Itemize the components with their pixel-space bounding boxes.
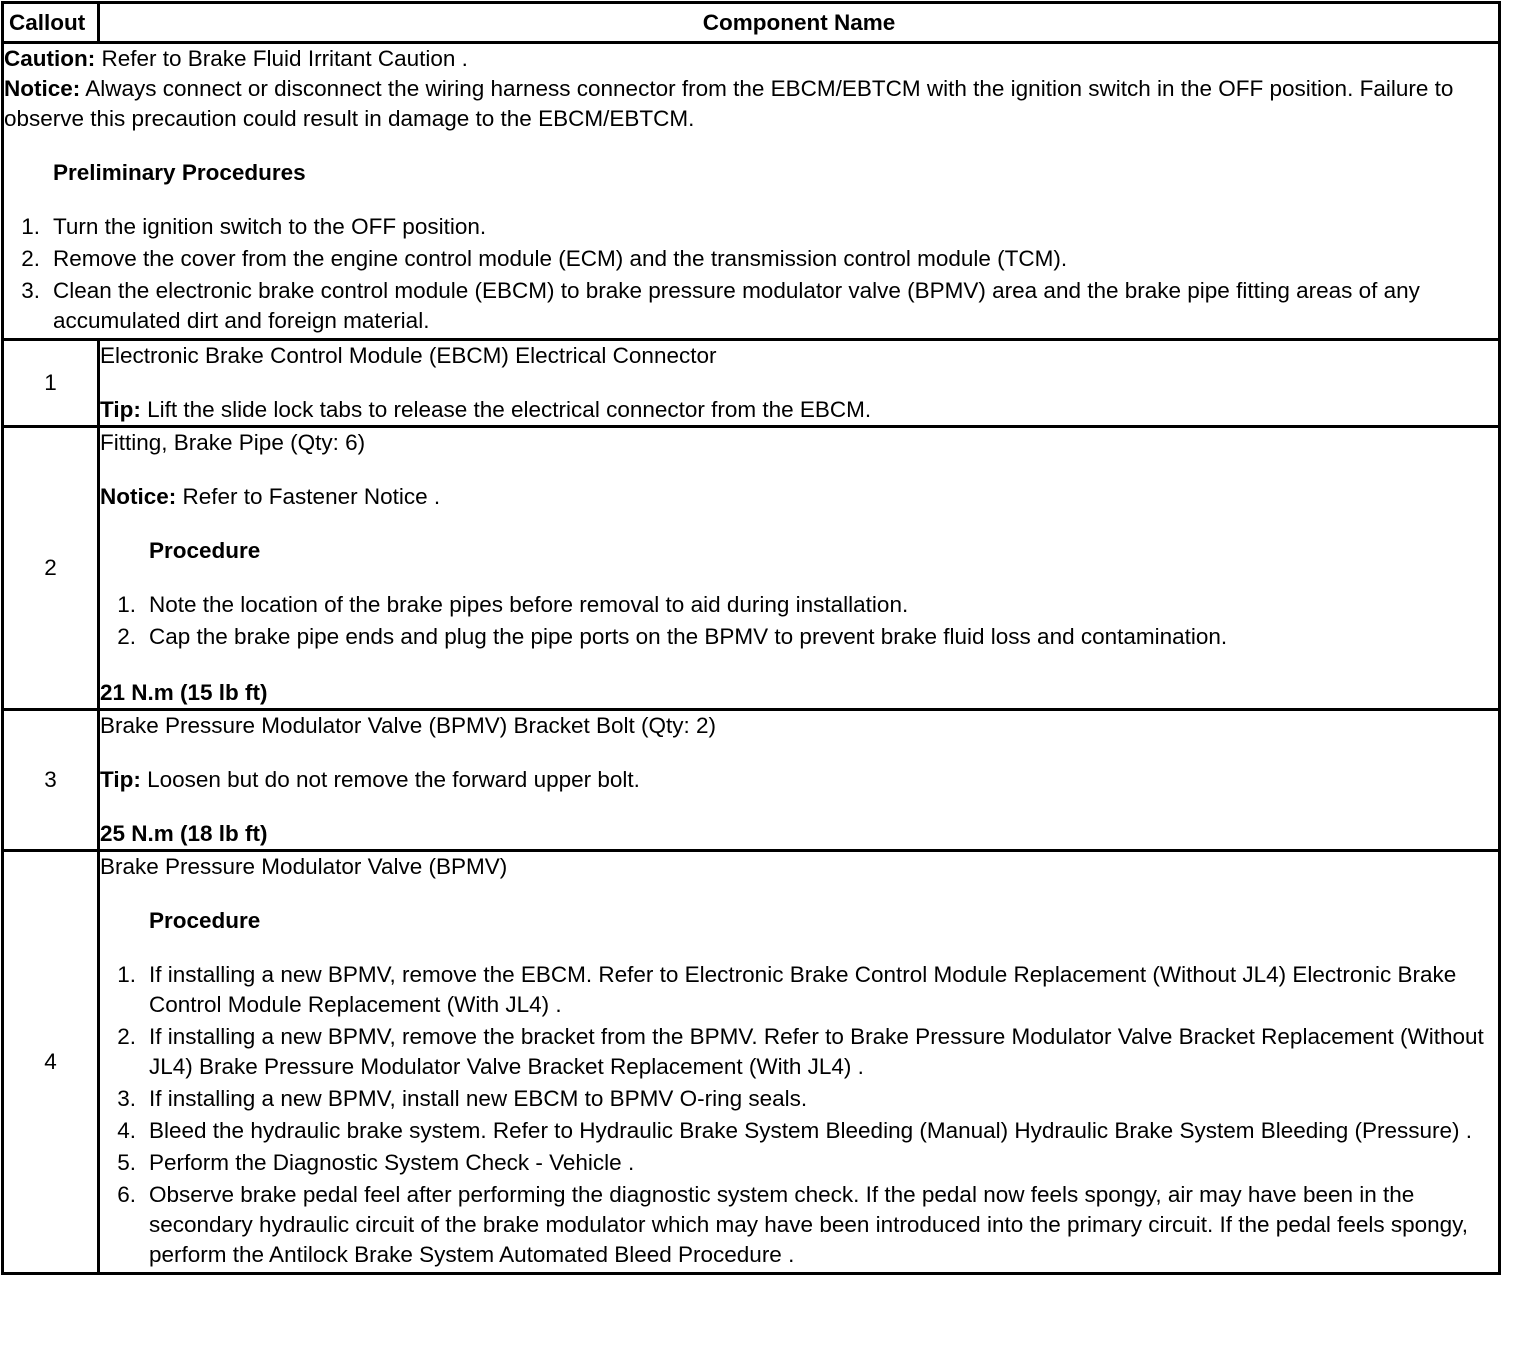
list-item: 2. Cap the brake pipe ends and plug the pipe ports on the BPMV to prevent brake fluid loss and contamination. [117,624,1228,649]
procedure-steps [100,590,1498,652]
list-item: 2. If installing a new BPMV, remove the bracket from the BPMV. Refer to Brake Pressure Modulator Valve Bracket Replacement (Without JL4) Brake Pressure Modulator Valve Bracket Replacement (With JL4) . [117,1024,1484,1079]
tip-line [100,395,1498,425]
notice-label: Notice: [4,76,81,101]
list-item: 1. If installing a new BPMV, remove the EBCM. Refer to Electronic Brake Control Module Replacement (Without JL4) Electronic Brake Control Module Replacement (With JL4) . [117,962,1457,1017]
table-row [3,851,1500,1274]
notice-label: Notice: [100,484,177,509]
tip-label: Tip: [100,767,141,792]
list-item: 6. Observe brake pedal feel after performing the diagnostic system check. If the pedal now feels spongy, air may have been in the secondary hydraulic circuit of the brake modulator which may have been introduced into the primary circuit. If the pedal feels spongy, perform the Antilock Brake System Automated Bleed Procedure . [117,1182,1469,1267]
list-item: 3. Clean the electronic brake control module (EBCM) to brake pressure modulator valve (BPMV) area and the brake pipe fitting areas of any accumulated dirt and foreign material. [21,278,1420,333]
caution-label: Caution: [4,46,96,71]
component-cell [99,851,1500,1274]
callout-number: 3 [3,710,99,851]
procedure-heading: Procedure [149,908,261,933]
list-item: 4. Bleed the hydraulic brake system. Refer to Hydraulic Brake System Bleeding (Manual) Hydraulic Brake System Bleeding (Pressure) . [117,1118,1473,1143]
caution-line [4,44,1498,74]
procedure-heading: Procedure [149,538,261,563]
component-cell [99,427,1500,710]
torque-spec: 21 N.m (15 lb ft) [100,680,268,705]
notice-line [4,74,1498,134]
tip-label: Tip: [100,397,141,422]
table-row [3,710,1500,851]
procedure-table [1,1,1501,1275]
callout-column-header: Callout [3,3,99,43]
component-name: Brake Pressure Modulator Valve (BPMV) Bracket Bolt (Qty: 2) [100,713,717,738]
component-cell [99,710,1500,851]
tip-text: Lift the slide lock tabs to release the electrical connector from the EBCM. [140,397,872,422]
component-name: Electronic Brake Control Module (EBCM) Electrical Connector [100,343,717,368]
notice-text: Refer to Fastener Notice . [176,484,441,509]
intro-cell [3,43,1500,340]
callout-number: 1 [3,340,99,427]
table-row [3,427,1500,710]
list-item: 3. If installing a new BPMV, install new EBCM to BPMV O-ring seals. [117,1086,808,1111]
component-name: Fitting, Brake Pipe (Qty: 6) [100,430,366,455]
component-name: Brake Pressure Modulator Valve (BPMV) [100,854,508,879]
torque-spec: 25 N.m (18 lb ft) [100,821,268,846]
procedure-steps [100,960,1498,1270]
callout-number: 2 [3,427,99,710]
notice-text: Always connect or disconnect the wiring harness connector from the EBCM/EBTCM with the ignition switch in the OFF position. Failure to observe this precaution could result in damage to the EBCM/EBTCM. [4,76,1454,131]
table-row [3,340,1500,427]
table-header-row [3,3,1500,43]
callout-number: 4 [3,851,99,1274]
list-item: 5. Perform the Diagnostic System Check - Vehicle . [117,1150,635,1175]
list-item: 1. Turn the ignition switch to the OFF position. [21,214,487,239]
preliminary-heading: Preliminary Procedures [53,160,306,185]
component-cell [99,340,1500,427]
tip-text: Loosen but do not remove the forward upper bolt. [140,767,640,792]
intro-row [3,43,1500,340]
notice-line [100,482,1498,512]
component-column-header: Component Name [99,3,1500,43]
list-item: 1. Note the location of the brake pipes before removal to aid during installation. [117,592,909,617]
tip-line [100,765,1498,795]
caution-text: Refer to Brake Fluid Irritant Caution . [95,46,468,71]
preliminary-steps [4,212,1498,336]
list-item: 2. Remove the cover from the engine control module (ECM) and the transmission control module (TCM). [21,246,1068,271]
